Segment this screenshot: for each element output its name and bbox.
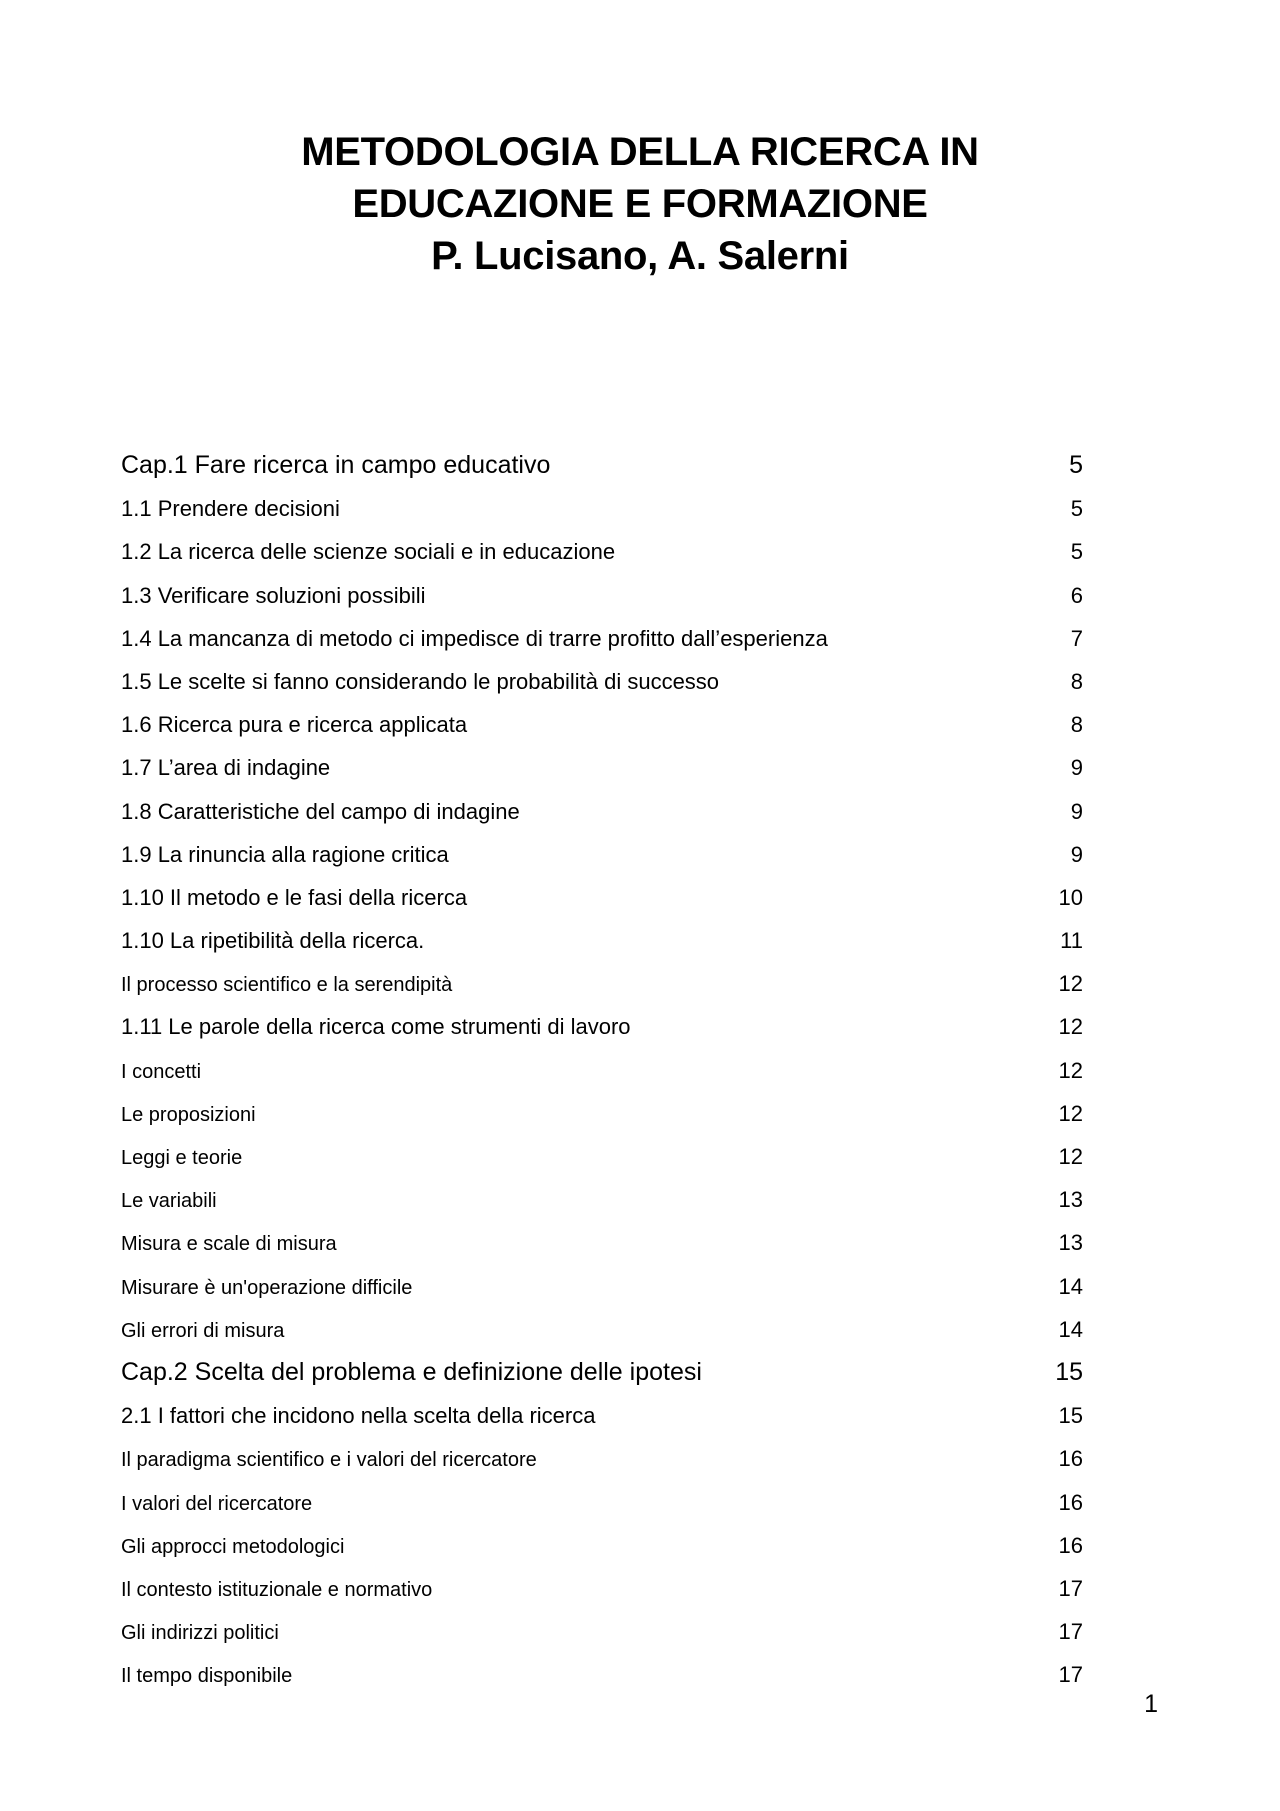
toc-entry-page: 14 [1058,1273,1083,1299]
toc-entry-title: I concetti [121,1060,202,1083]
toc-entry[interactable] [121,530,1083,573]
toc-entry-title: 1.10 Il metodo e le fasi della ricerca [121,884,468,910]
toc-entry[interactable] [121,1265,1083,1308]
toc-entry-title: Misurare è un'operazione difficile [121,1276,413,1299]
toc-entry-page: 16 [1058,1446,1083,1472]
toc-entry-title: Il paradigma scientifico e i valori del ricercatore [121,1449,537,1472]
toc-entry[interactable] [121,1524,1083,1567]
toc-entry-title: Gli errori di misura [121,1319,285,1342]
toc-entry-page: 8 [1070,712,1083,738]
toc-entry-title: Gli indirizzi politici [121,1622,279,1645]
toc-entry-title: 1.8 Caratteristiche del campo di indagine [121,798,520,824]
toc-entry-page: 7 [1070,625,1083,651]
toc-entry-title: I valori del ricercatore [121,1492,313,1515]
toc-entry-title: 1.11 Le parole della ricerca come strumenti di lavoro [121,1014,631,1040]
toc-entry-title: Misura e scale di misura [121,1233,337,1256]
toc-entry-page: 9 [1070,841,1083,867]
toc-entry-page: 14 [1058,1316,1083,1342]
toc-entry-page: 9 [1070,798,1083,824]
toc-entry-title: Le proposizioni [121,1103,256,1126]
toc-entry[interactable] [121,833,1083,876]
toc-entry[interactable] [121,1135,1083,1178]
toc-entry-title: 1.2 La ricerca delle scienze sociali e in educazione [121,539,616,565]
toc-entry[interactable] [121,962,1083,1005]
toc-entry[interactable] [121,1394,1083,1437]
toc-entry[interactable] [121,703,1083,746]
toc-entry-page: 6 [1070,582,1083,608]
toc-entry-page: 12 [1058,1144,1083,1169]
toc-entry-page: 12 [1058,1057,1083,1083]
toc-entry[interactable] [121,876,1083,919]
toc-entry-page: 5 [1070,539,1083,565]
toc-entry-page: 13 [1058,1187,1083,1213]
toc-entry[interactable] [121,1049,1083,1092]
toc-entry-title: 1.9 La rinuncia alla ragione critica [121,841,449,867]
toc-entry-page: 10 [1058,884,1083,910]
toc-entry[interactable] [121,746,1083,789]
toc-entry[interactable] [121,487,1083,530]
toc-entry[interactable] [121,790,1083,833]
toc-entry[interactable] [121,444,1083,487]
table-of-contents [121,444,1083,1696]
toc-entry-page: 12 [1058,1014,1083,1040]
toc-entry-title: 1.3 Verificare soluzioni possibili [121,582,426,608]
toc-entry-title: Il processo scientifico e la serendipità [121,974,453,997]
toc-entry-title: Gli approcci metodologici [121,1535,345,1558]
toc-entry-page: 15 [1055,1357,1083,1386]
toc-entry-title: Leggi e teorie [121,1147,243,1169]
toc-entry-page: 17 [1058,1575,1083,1601]
toc-entry-title: 1.10 La ripetibilità della ricerca. [121,928,425,954]
page-number: 1 [1144,1690,1158,1718]
toc-entry[interactable] [121,1610,1083,1653]
toc-entry[interactable] [121,1308,1083,1351]
toc-entry-title: Cap.2 Scelta del problema e definizione delle ipotesi [121,1357,702,1386]
toc-entry[interactable] [121,1351,1083,1394]
toc-entry-page: 5 [1069,451,1083,479]
toc-entry[interactable] [121,1481,1083,1524]
toc-entry-title: 1.6 Ricerca pura e ricerca applicata [121,712,468,738]
toc-entry[interactable] [121,1653,1083,1696]
toc-entry-title: Cap.1 Fare ricerca in campo educativo [121,451,551,479]
toc-entry-page: 15 [1058,1403,1083,1429]
toc-entry-page: 17 [1058,1619,1083,1645]
toc-entry[interactable] [121,617,1083,660]
title-authors: P. Lucisano, A. Salerni [431,234,849,278]
toc-entry-title: 1.4 La mancanza di metodo ci impedisce di trarre profitto dall’esperienza [121,625,828,651]
toc-entry-title: 1.5 Le scelte si fanno considerando le probabilità di successo [121,668,720,694]
toc-entry-page: 9 [1070,755,1083,781]
toc-entry-page: 12 [1058,971,1083,997]
toc-entry[interactable] [121,919,1083,962]
toc-entry[interactable] [121,1005,1083,1048]
toc-entry[interactable] [121,574,1083,617]
toc-entry-page: 16 [1058,1489,1083,1515]
toc-entry[interactable] [121,1221,1083,1264]
document-title [0,126,1280,282]
toc-entry[interactable] [121,1567,1083,1610]
toc-entry[interactable] [121,660,1083,703]
toc-entry-page: 12 [1058,1100,1083,1126]
title-line-1: METODOLOGIA DELLA RICERCA IN [301,130,979,174]
toc-entry-page: 11 [1060,928,1083,954]
toc-entry-title: 2.1 I fattori che incidono nella scelta della ricerca [121,1403,596,1429]
toc-entry-title: 1.7 L’area di indagine [121,755,331,781]
toc-entry-title: Il tempo disponibile [121,1665,293,1688]
toc-entry-page: 8 [1070,668,1083,694]
toc-entry-page: 13 [1058,1230,1083,1256]
toc-entry-title: Le variabili [121,1190,217,1213]
toc-entry-page: 17 [1058,1662,1083,1688]
toc-entry[interactable] [121,1437,1083,1480]
toc-entry-page: 16 [1058,1532,1083,1558]
toc-entry[interactable] [121,1092,1083,1135]
toc-entry[interactable] [121,1178,1083,1221]
toc-entry-page: 5 [1070,496,1083,522]
title-line-2: EDUCAZIONE E FORMAZIONE [352,182,928,226]
toc-entry-title: Il contesto istituzionale e normativo [121,1578,433,1601]
toc-entry-title: 1.1 Prendere decisioni [121,496,340,522]
